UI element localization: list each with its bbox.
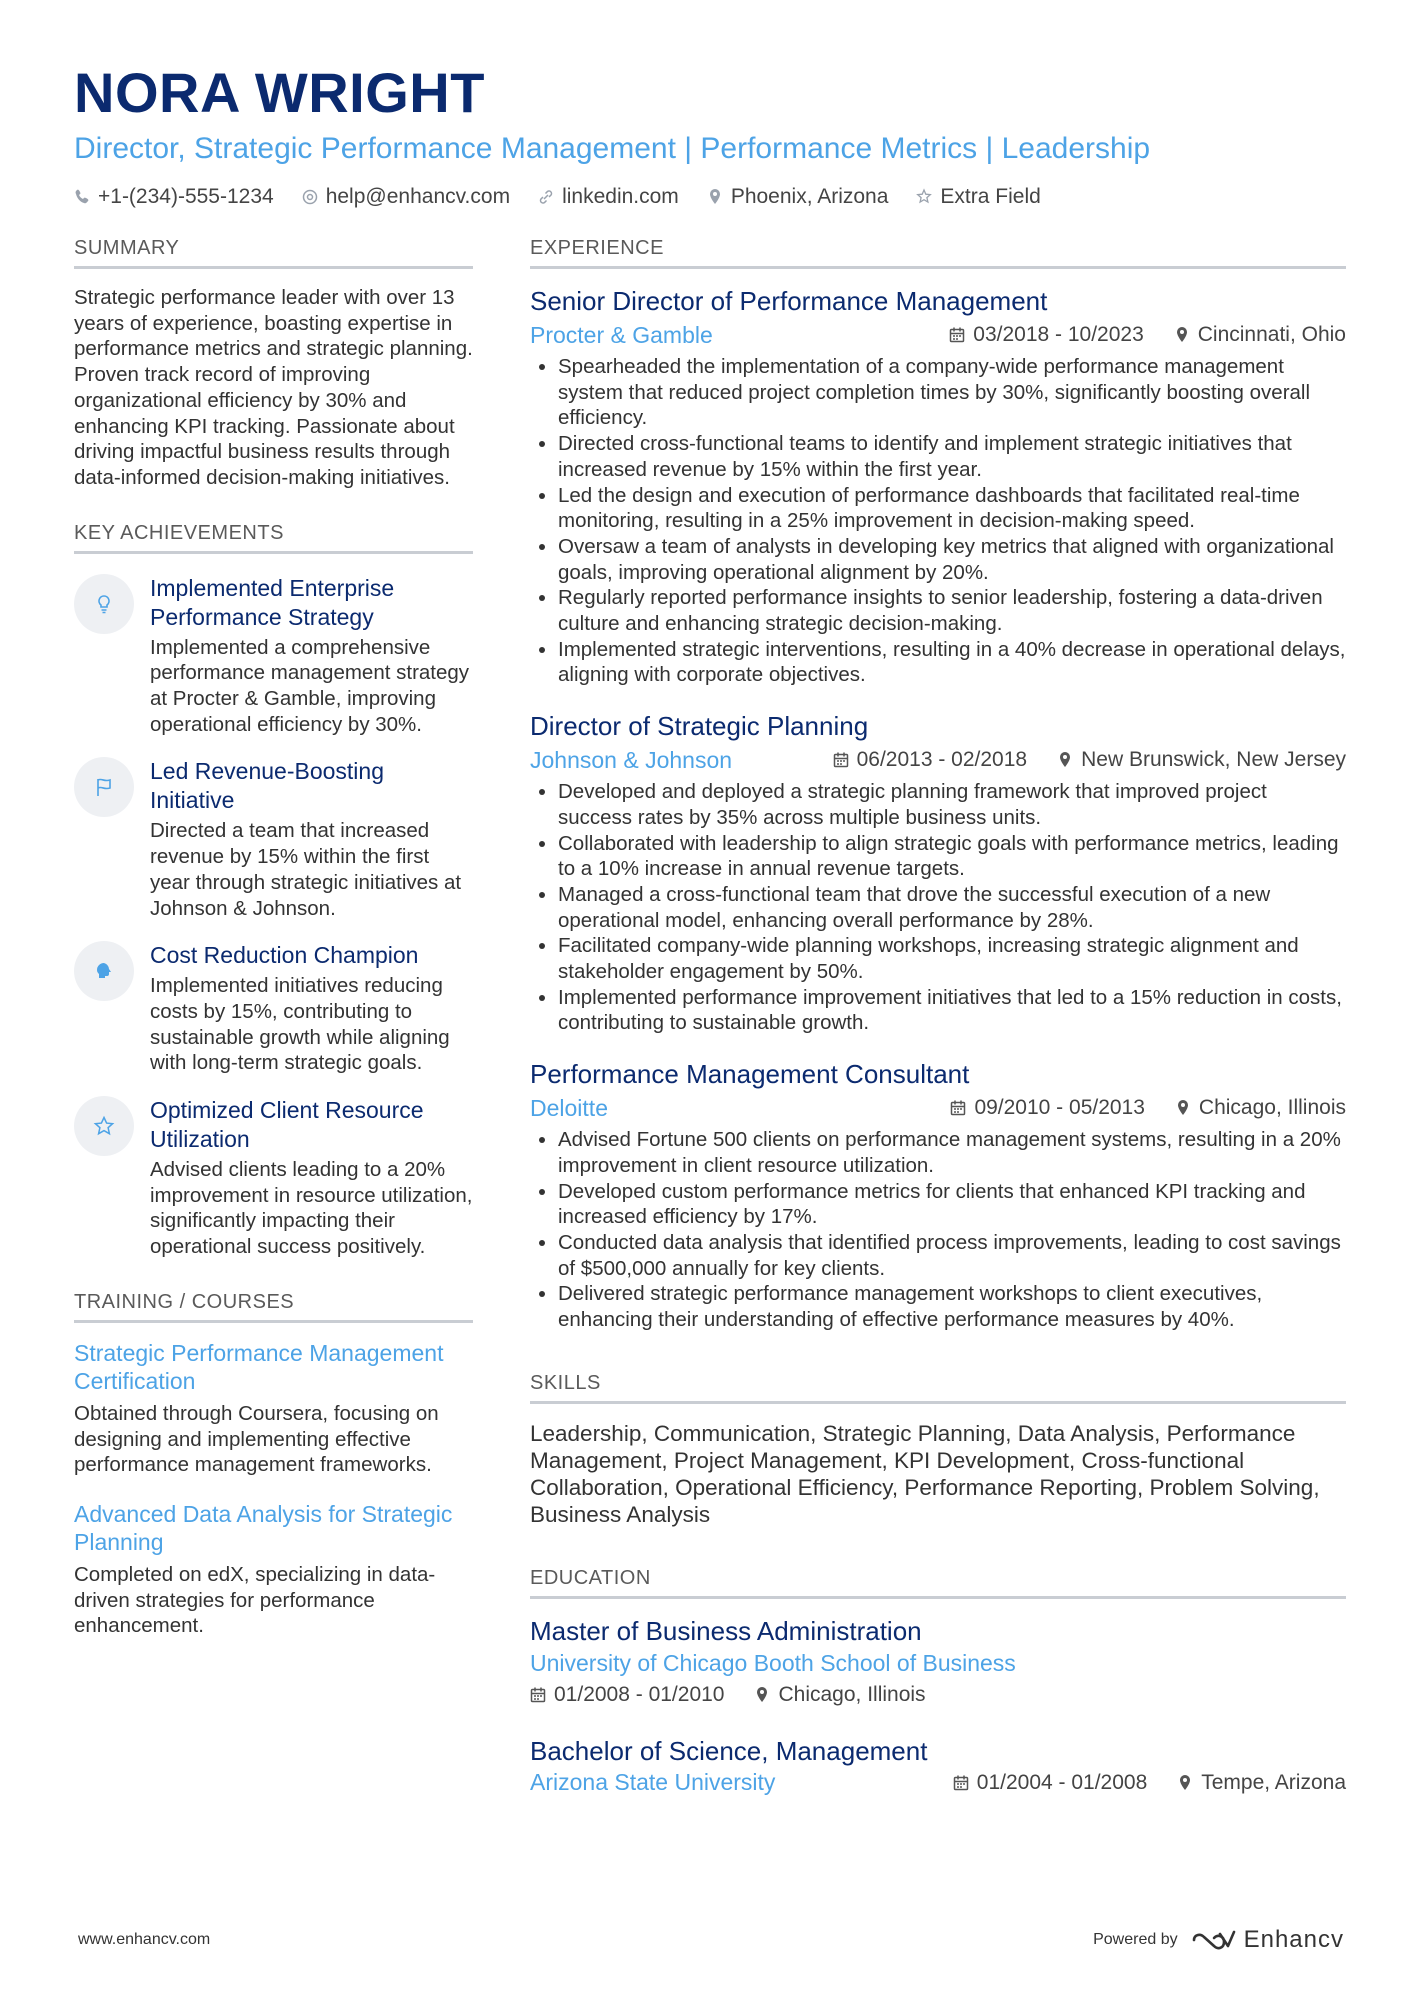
achievement-desc: Advised clients leading to a 20% improvement in resource utilization, significantly impacting their operational success positively. <box>150 1158 473 1259</box>
section-title: SKILLS <box>530 1371 1346 1404</box>
bullet-item: • Delivered strategic performance management workshops to client executives, enhancing their understanding of effective performance measures by 40%. <box>558 1281 1346 1332</box>
course-item <box>74 1339 473 1478</box>
job-entry <box>530 1058 1346 1333</box>
bullet-item: • Developed and deployed a strategic planning framework that improved project success rates by 35% across multiple business units. <box>558 779 1346 830</box>
contact-linkedin[interactable] <box>538 185 679 209</box>
bullet-item: • Advised Fortune 500 clients on performance management systems, resulting in a 20% improvement in client resource utilization. <box>558 1127 1346 1178</box>
bullet-item: • Facilitated company-wide planning workshops, increasing strategic alignment and stakeholder engagement by 50%. <box>558 933 1346 984</box>
bullet-item: • Directed cross-functional teams to identify and implement strategic initiatives that increased revenue by 15% within the first year. <box>558 431 1346 482</box>
contact-email[interactable] <box>302 185 510 209</box>
left-column <box>74 236 473 1669</box>
course-title: Strategic Performance Management Certification <box>74 1339 444 1394</box>
summary-section <box>74 236 473 491</box>
powered-by-label: Powered by <box>1093 1931 1178 1948</box>
education-entry <box>530 1615 1346 1711</box>
contact-location <box>707 185 889 209</box>
achievement-desc: Implemented initiatives reducing costs by 15%, contributing to sustainable growth while aligning with long-term strategic goals. <box>150 974 450 1075</box>
school-name: University of Chicago Booth School of Business <box>530 1649 1016 1676</box>
location-pin-icon <box>1057 751 1073 769</box>
email-text: help@enhancv.com <box>325 185 511 208</box>
bullet-item: • Implemented performance improvement initiatives that led to a 15% reduction in costs, contributing to sustainable growth. <box>558 985 1346 1036</box>
contact-extra <box>916 185 1040 209</box>
link-icon <box>538 188 554 206</box>
calendar-icon <box>530 1686 546 1704</box>
phone-icon <box>74 188 90 206</box>
bullet-item: • Spearheaded the implementation of a company-wide performance management system that reduced project completion times by 30%, significantly boosting overall efficiency. <box>558 354 1346 431</box>
right-column <box>530 236 1346 1829</box>
calendar-icon <box>833 751 849 769</box>
section-title: EXPERIENCE <box>530 236 1346 269</box>
course-desc: Completed on edX, specializing in data-driven strategies for performance enhancement. <box>74 1562 436 1638</box>
headline: Director, Strategic Performance Management | Performance Metrics | Leadership <box>74 132 1151 165</box>
edu-dates: 01/2004 - 01/2008 <box>976 1770 1148 1794</box>
calendar-icon <box>953 1774 969 1792</box>
achievement-title: Led Revenue-Boosting Initiative <box>150 758 384 814</box>
linkedin-text: linkedin.com <box>562 185 679 208</box>
job-title: Performance Management Consultant <box>530 1059 970 1090</box>
education-entry <box>530 1735 1346 1799</box>
job-location: Chicago, Illinois <box>1198 1096 1346 1120</box>
summary-text: Strategic performance leader with over 13 years of experience, boasting expertise in performance metrics and strategic planning. Proven track record of improving organizational efficiency by 30% and enhancing KPI tracking. Passionate about driving impactful business results through data-informed decision-making initiatives. <box>74 286 473 489</box>
lightbulb-icon <box>74 574 134 634</box>
job-bullets <box>530 1127 1346 1333</box>
enhancv-logo-icon <box>1190 1928 1236 1952</box>
candidate-name: NORA WRIGHT <box>74 61 485 124</box>
enhancv-logo[interactable] <box>1190 1926 1344 1954</box>
job-dates: 03/2018 - 10/2023 <box>973 323 1144 346</box>
achievement-item <box>74 757 473 921</box>
experience-section <box>530 236 1346 1333</box>
education-section <box>530 1566 1346 1799</box>
location-pin-icon <box>754 1686 770 1704</box>
course-title: Advanced Data Analysis for Strategic Planning <box>74 1500 453 1555</box>
edu-location: Chicago, Illinois <box>778 1682 926 1706</box>
achievement-item <box>74 941 473 1076</box>
star-icon <box>916 188 932 206</box>
bullet-item: • Developed custom performance metrics for clients that enhanced KPI tracking and increased efficiency by 17%. <box>558 1179 1346 1230</box>
contact-bar <box>74 182 1346 212</box>
degree-title: Master of Business Administration <box>530 1615 922 1646</box>
bullet-item: • Collaborated with leadership to align strategic goals with performance metrics, leading to a 10% increase in annual revenue targets. <box>558 831 1346 882</box>
job-bullets <box>530 354 1346 688</box>
degree-title: Bachelor of Science, Management <box>530 1735 928 1766</box>
section-title: TRAINING / COURSES <box>74 1290 473 1323</box>
company-name: Deloitte <box>530 1094 608 1121</box>
brand-name: Enhancv <box>1243 1926 1344 1953</box>
achievement-item <box>74 574 473 738</box>
bullet-item: • Conducted data analysis that identified process improvements, leading to cost savings of $500,000 annually for key clients. <box>558 1230 1346 1281</box>
brain-icon <box>74 941 134 1001</box>
company-name: Johnson & Johnson <box>530 746 733 773</box>
extra-text: Extra Field <box>940 185 1041 208</box>
job-title: Senior Director of Performance Management <box>530 286 1048 316</box>
calendar-icon <box>949 326 965 344</box>
star-icon <box>74 1096 134 1156</box>
achievement-title: Implemented Enterprise Performance Strategy <box>150 574 395 630</box>
contact-phone[interactable] <box>74 185 274 209</box>
company-name: Procter & Gamble <box>530 321 713 348</box>
school-name: Arizona State University <box>530 1769 776 1796</box>
achievement-title: Optimized Client Resource Utilization <box>150 1097 424 1153</box>
edu-dates: 01/2008 - 01/2010 <box>554 1682 725 1706</box>
bullet-item: • Regularly reported performance insights to senior leadership, fostering a data-driven culture and enhancing strategic decision-making. <box>558 585 1346 636</box>
course-desc: Obtained through Coursera, focusing on designing and implementing effective performance management frameworks. <box>74 1401 439 1477</box>
bullet-item: • Implemented strategic interventions, resulting in a 40% decrease in operational delays, aligning with corporate objectives. <box>558 637 1346 688</box>
at-icon <box>302 188 318 206</box>
powered-by <box>1093 1926 1344 1954</box>
job-title: Director of Strategic Planning <box>530 711 869 742</box>
phone-text: +1-(234)-555-1234 <box>98 185 274 208</box>
resume-page <box>74 60 1346 1796</box>
location-text: Phoenix, Arizona <box>730 185 889 208</box>
job-bullets <box>530 779 1346 1036</box>
bullet-item: • Managed a cross-functional team that drove the successful execution of a new operational model, enhancing overall performance by 28%. <box>558 882 1346 933</box>
course-item <box>74 1500 473 1639</box>
flag-icon <box>74 757 134 817</box>
edu-location: Tempe, Arizona <box>1201 1770 1346 1794</box>
location-pin-icon <box>707 188 723 206</box>
achievement-desc: Directed a team that increased revenue by 15% within the first year through strategic initiatives at Johnson & Johnson. <box>150 819 462 920</box>
footer-website-link[interactable]: www.enhancv.com <box>78 1931 211 1948</box>
section-title: EDUCATION <box>530 1566 1346 1599</box>
location-pin-icon <box>1175 1099 1191 1117</box>
bullet-item: • Oversaw a team of analysts in developing key metrics that aligned with organizational goals, improving operational alignment by 20%. <box>558 534 1346 585</box>
job-dates: 06/2013 - 02/2018 <box>856 748 1028 772</box>
job-dates: 09/2010 - 05/2013 <box>974 1096 1145 1120</box>
training-section <box>74 1290 473 1639</box>
achievements-section <box>74 521 473 1260</box>
footer <box>78 1926 1344 1954</box>
skills-text: Leadership, Communication, Strategic Planning, Data Analysis, Performance Management, Project Management, KPI Development, Cross-functional Collaboration, Operational Efficiency, Performance Reporting, Problem Solving, Business Analysis <box>530 1420 1320 1527</box>
bullet-item: • Led the design and execution of performance dashboards that facilitated real-time monitoring, resulting in a 25% improvement in decision-making speed. <box>558 483 1346 534</box>
section-title: KEY ACHIEVEMENTS <box>74 521 473 554</box>
location-pin-icon <box>1177 1774 1193 1792</box>
job-location: New Brunswick, New Jersey <box>1081 748 1346 772</box>
calendar-icon <box>950 1099 966 1117</box>
section-title: SUMMARY <box>74 236 473 269</box>
achievement-desc: Implemented a comprehensive performance management strategy at Procter & Gamble, improving operational efficiency by 30%. <box>150 635 470 736</box>
job-entry <box>530 285 1346 688</box>
skills-section <box>530 1371 1346 1528</box>
job-entry <box>530 710 1346 1036</box>
achievement-item <box>74 1096 473 1260</box>
achievement-title: Cost Reduction Champion <box>150 942 419 969</box>
job-location: Cincinnati, Ohio <box>1197 323 1346 346</box>
location-pin-icon <box>1174 326 1190 344</box>
